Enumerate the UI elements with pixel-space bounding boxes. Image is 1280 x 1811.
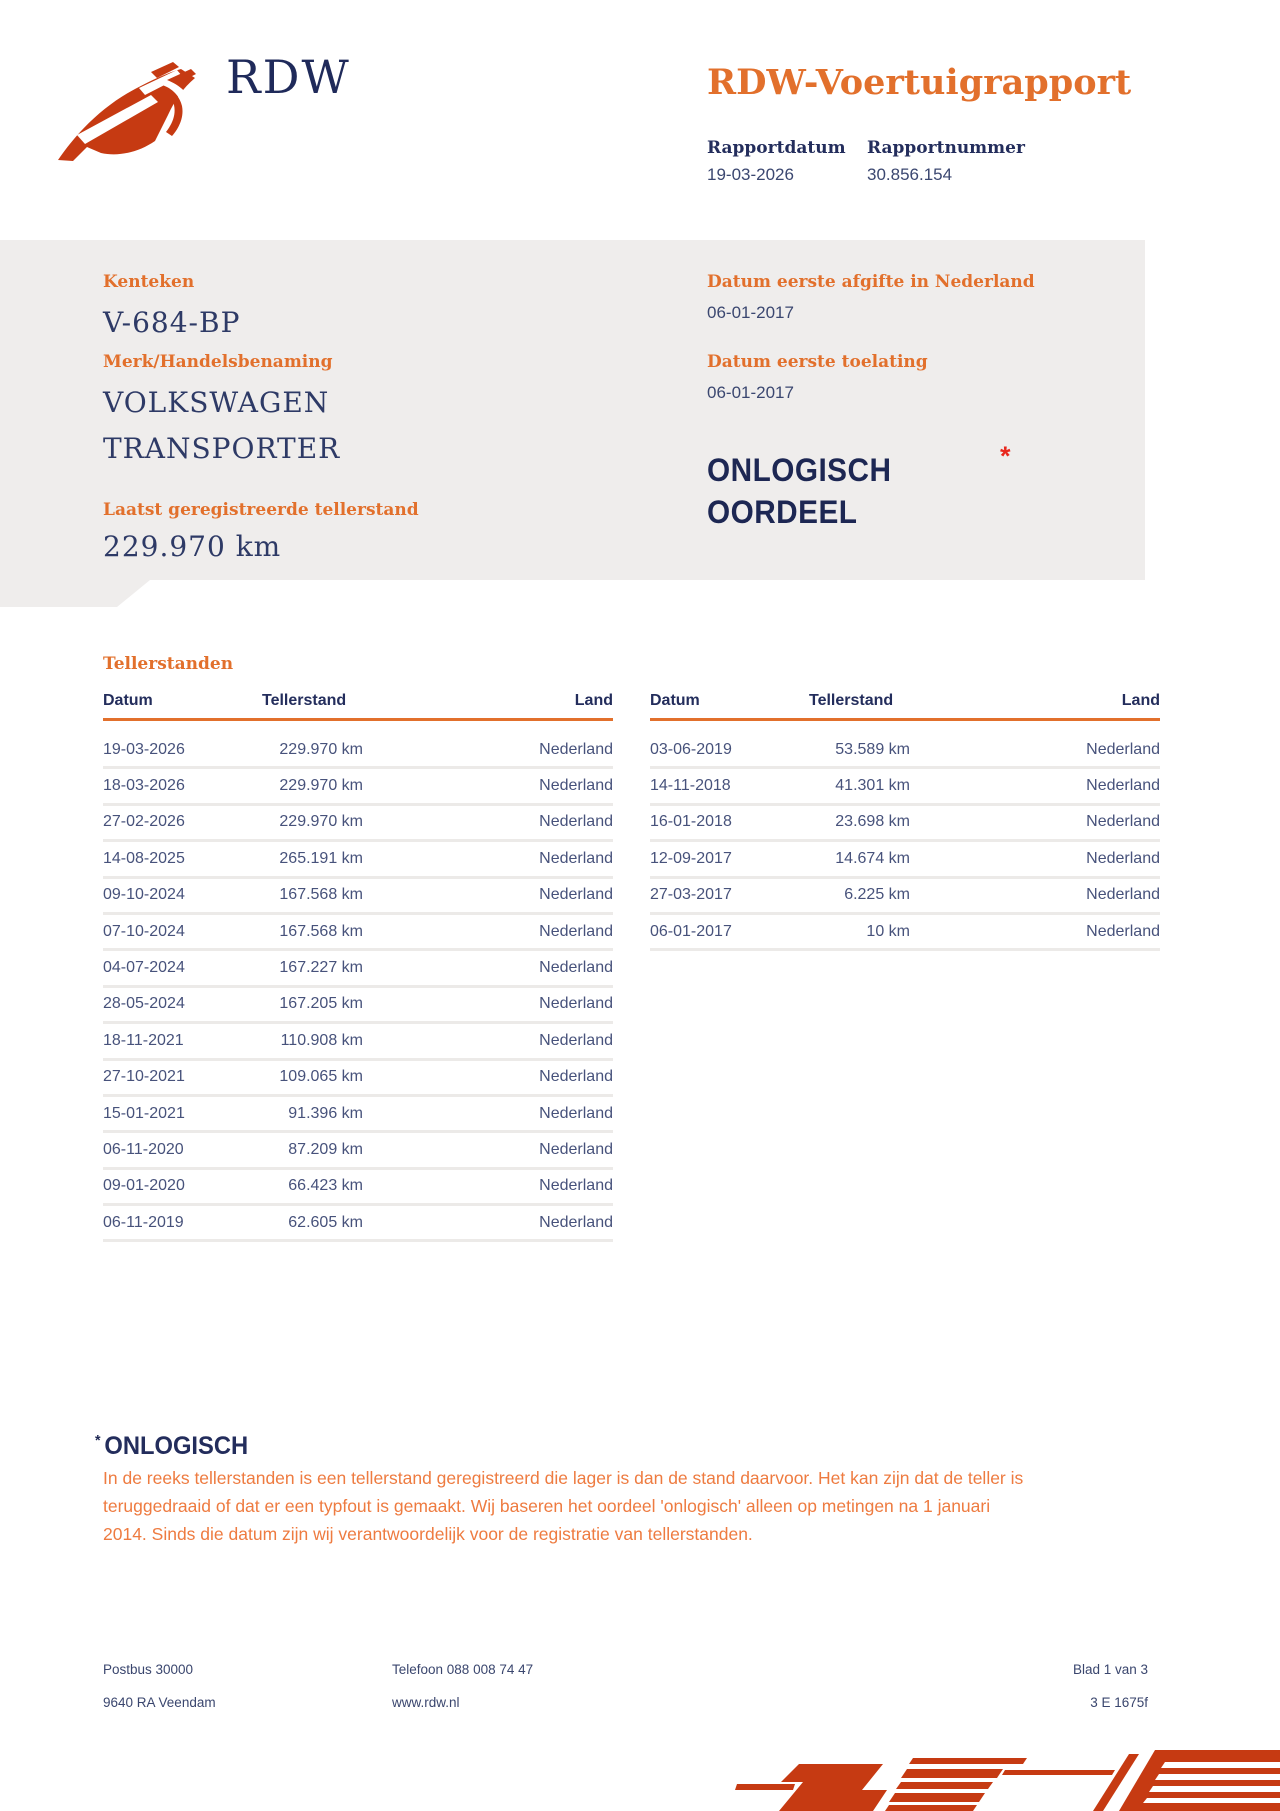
table-cell: 09-01-2020 <box>103 1177 185 1195</box>
report-date-label: Rapportdatum <box>707 138 846 158</box>
table-cell: Nederland <box>1086 777 1160 795</box>
table-cell: 62.605 km <box>288 1213 363 1231</box>
table-cell: 06-11-2019 <box>103 1213 184 1231</box>
verdict-line1: ONLOGISCH <box>707 452 892 488</box>
column-header-land: Land <box>574 692 613 709</box>
table-cell: 167.568 km <box>279 922 363 940</box>
table-cell: Nederland <box>539 995 613 1013</box>
table-cell: Nederland <box>1086 849 1160 867</box>
column-header-tellerstand: Tellerstand <box>809 692 894 709</box>
table-cell: Nederland <box>539 740 613 758</box>
table-cell: Nederland <box>539 1104 613 1122</box>
table-row <box>103 769 613 805</box>
license-plate-label: Kenteken <box>103 272 195 292</box>
table-cell: 07-10-2024 <box>103 922 185 940</box>
table-header-row <box>650 692 1160 721</box>
table-cell: 66.423 km <box>288 1177 363 1195</box>
column-header-tellerstand: Tellerstand <box>262 692 347 709</box>
table-cell: 03-06-2019 <box>650 740 732 758</box>
table-cell: 6.225 km <box>844 886 910 904</box>
table-row <box>650 879 1160 915</box>
footer-form-code: 3 E 1675f <box>1090 1695 1148 1710</box>
table-cell: 14.674 km <box>835 849 910 867</box>
table-row <box>103 951 613 987</box>
footer-address-line1: Postbus 30000 <box>103 1662 194 1677</box>
table-row <box>103 1097 613 1133</box>
report-number-value: 30.856.154 <box>867 165 953 184</box>
table-cell: Nederland <box>1086 886 1160 904</box>
table-cell: Nederland <box>539 959 613 977</box>
readings-table-right <box>650 692 1160 951</box>
table-cell: 18-11-2021 <box>103 1031 184 1049</box>
table-body <box>103 721 613 1242</box>
table-cell: 87.209 km <box>288 1140 363 1158</box>
table-cell: 265.191 km <box>279 849 363 867</box>
brand-value-line2: TRANSPORTER <box>103 432 341 465</box>
table-cell: 27-10-2021 <box>103 1068 185 1086</box>
table-cell: 06-01-2017 <box>650 922 732 940</box>
report-date-value: 19-03-2026 <box>707 165 794 184</box>
column-header-datum: Datum <box>103 692 153 709</box>
column-header-land: Land <box>1121 692 1160 709</box>
table-cell: Nederland <box>539 1031 613 1049</box>
table-cell: 19-03-2026 <box>103 740 185 758</box>
table-cell: 10 km <box>866 922 910 940</box>
table-cell: Nederland <box>1086 740 1160 758</box>
vehicle-summary-panel-tab <box>0 580 150 607</box>
table-cell: 167.227 km <box>279 959 363 977</box>
document-title: RDW-Voertuigrapport <box>707 62 1132 103</box>
readings-table-left <box>103 692 613 1242</box>
table-body <box>650 721 1160 951</box>
rdw-logo-icon <box>55 58 210 163</box>
table-cell: Nederland <box>539 922 613 940</box>
table-row <box>103 1024 613 1060</box>
table-cell: 15-01-2021 <box>103 1104 185 1122</box>
table-cell: 28-05-2024 <box>103 995 185 1013</box>
table-cell: 27-02-2026 <box>103 813 185 831</box>
table-cell: 06-11-2020 <box>103 1140 184 1158</box>
table-row <box>103 915 613 951</box>
table-cell: 18-03-2026 <box>103 777 185 795</box>
table-cell: 16-01-2018 <box>650 813 732 831</box>
odometer-label: Laatst geregistreerde tellerstand <box>103 500 419 520</box>
first-issue-value: 06-01-2017 <box>707 303 794 322</box>
table-cell: 167.205 km <box>279 995 363 1013</box>
table-cell: 09-10-2024 <box>103 886 185 904</box>
report-number-label: Rapportnummer <box>867 138 1025 158</box>
table-row <box>103 1061 613 1097</box>
table-row <box>650 733 1160 769</box>
table-cell: 04-07-2024 <box>103 959 185 977</box>
table-cell: 109.065 km <box>279 1068 363 1086</box>
table-cell: 53.589 km <box>835 740 910 758</box>
table-row <box>650 842 1160 878</box>
rdw-speedmark-graphic-icon <box>735 1742 1280 1811</box>
table-cell: Nederland <box>539 813 613 831</box>
table-row <box>103 988 613 1024</box>
table-row <box>650 769 1160 805</box>
table-cell: Nederland <box>1086 922 1160 940</box>
table-cell: Nederland <box>539 886 613 904</box>
footnote-asterisk: * <box>95 1432 101 1449</box>
table-cell: 41.301 km <box>835 777 910 795</box>
table-row <box>103 1133 613 1169</box>
table-row <box>103 879 613 915</box>
table-cell: 229.970 km <box>279 813 363 831</box>
brand-value-line1: VOLKSWAGEN <box>103 386 330 419</box>
table-cell: Nederland <box>539 1213 613 1231</box>
table-cell: Nederland <box>1086 813 1160 831</box>
table-cell: 14-11-2018 <box>650 777 731 795</box>
table-cell: 23.698 km <box>835 813 910 831</box>
table-row <box>103 806 613 842</box>
footnote-text: In de reeks tellerstanden is een tellerstand geregistreerd die lager is dan de stand daarvoor. Het kan zijn dat de teller is teruggedraaid of dat er een typfout is gemaakt. Wij baseren het oordeel 'onlogisch' alleen op metingen na 1 januari 2014. Sinds die datum zijn wij verantwoordelijk voor de registratie van tellerstanden. <box>103 1468 1024 1544</box>
table-row <box>650 806 1160 842</box>
table-cell: 229.970 km <box>279 777 363 795</box>
footnote-title: ONLOGISCH <box>104 1432 249 1460</box>
table-cell: Nederland <box>539 1140 613 1158</box>
footer-page-number: Blad 1 van 3 <box>1072 1662 1148 1677</box>
verdict-line2: OORDEEL <box>707 494 858 530</box>
rdw-wordmark: RDW <box>226 50 351 104</box>
table-row <box>103 842 613 878</box>
first-admission-value: 06-01-2017 <box>707 383 794 402</box>
first-issue-label: Datum eerste afgifte in Nederland <box>707 272 1035 292</box>
license-plate-value: V-684-BP <box>103 306 241 339</box>
table-cell: Nederland <box>539 1068 613 1086</box>
footer-address-line2: 9640 RA Veendam <box>103 1695 216 1710</box>
footer-website: www.rdw.nl <box>392 1695 460 1710</box>
table-header-row <box>103 692 613 721</box>
table-row <box>103 1170 613 1206</box>
odometer-value: 229.970 km <box>103 530 282 563</box>
table-row <box>103 1206 613 1242</box>
table-row <box>103 733 613 769</box>
table-row <box>650 915 1160 951</box>
table-cell: 14-08-2025 <box>103 849 185 867</box>
table-cell: 229.970 km <box>279 740 363 758</box>
table-cell: 27-03-2017 <box>650 886 732 904</box>
brand-label: Merk/Handelsbenaming <box>103 352 333 372</box>
table-cell: Nederland <box>539 849 613 867</box>
first-admission-label: Datum eerste toelating <box>707 352 928 372</box>
column-header-datum: Datum <box>650 692 700 709</box>
footer-phone: Telefoon 088 008 74 47 <box>392 1662 534 1677</box>
table-cell: Nederland <box>539 777 613 795</box>
verdict-asterisk: * <box>1000 441 1011 471</box>
footnote-heading <box>95 1432 248 1461</box>
table-cell: 12-09-2017 <box>650 849 732 867</box>
table-cell: 167.568 km <box>279 886 363 904</box>
section-title-tellerstanden: Tellerstanden <box>103 654 234 674</box>
table-cell: 91.396 km <box>288 1104 363 1122</box>
table-cell: Nederland <box>539 1177 613 1195</box>
table-cell: 110.908 km <box>280 1031 363 1049</box>
